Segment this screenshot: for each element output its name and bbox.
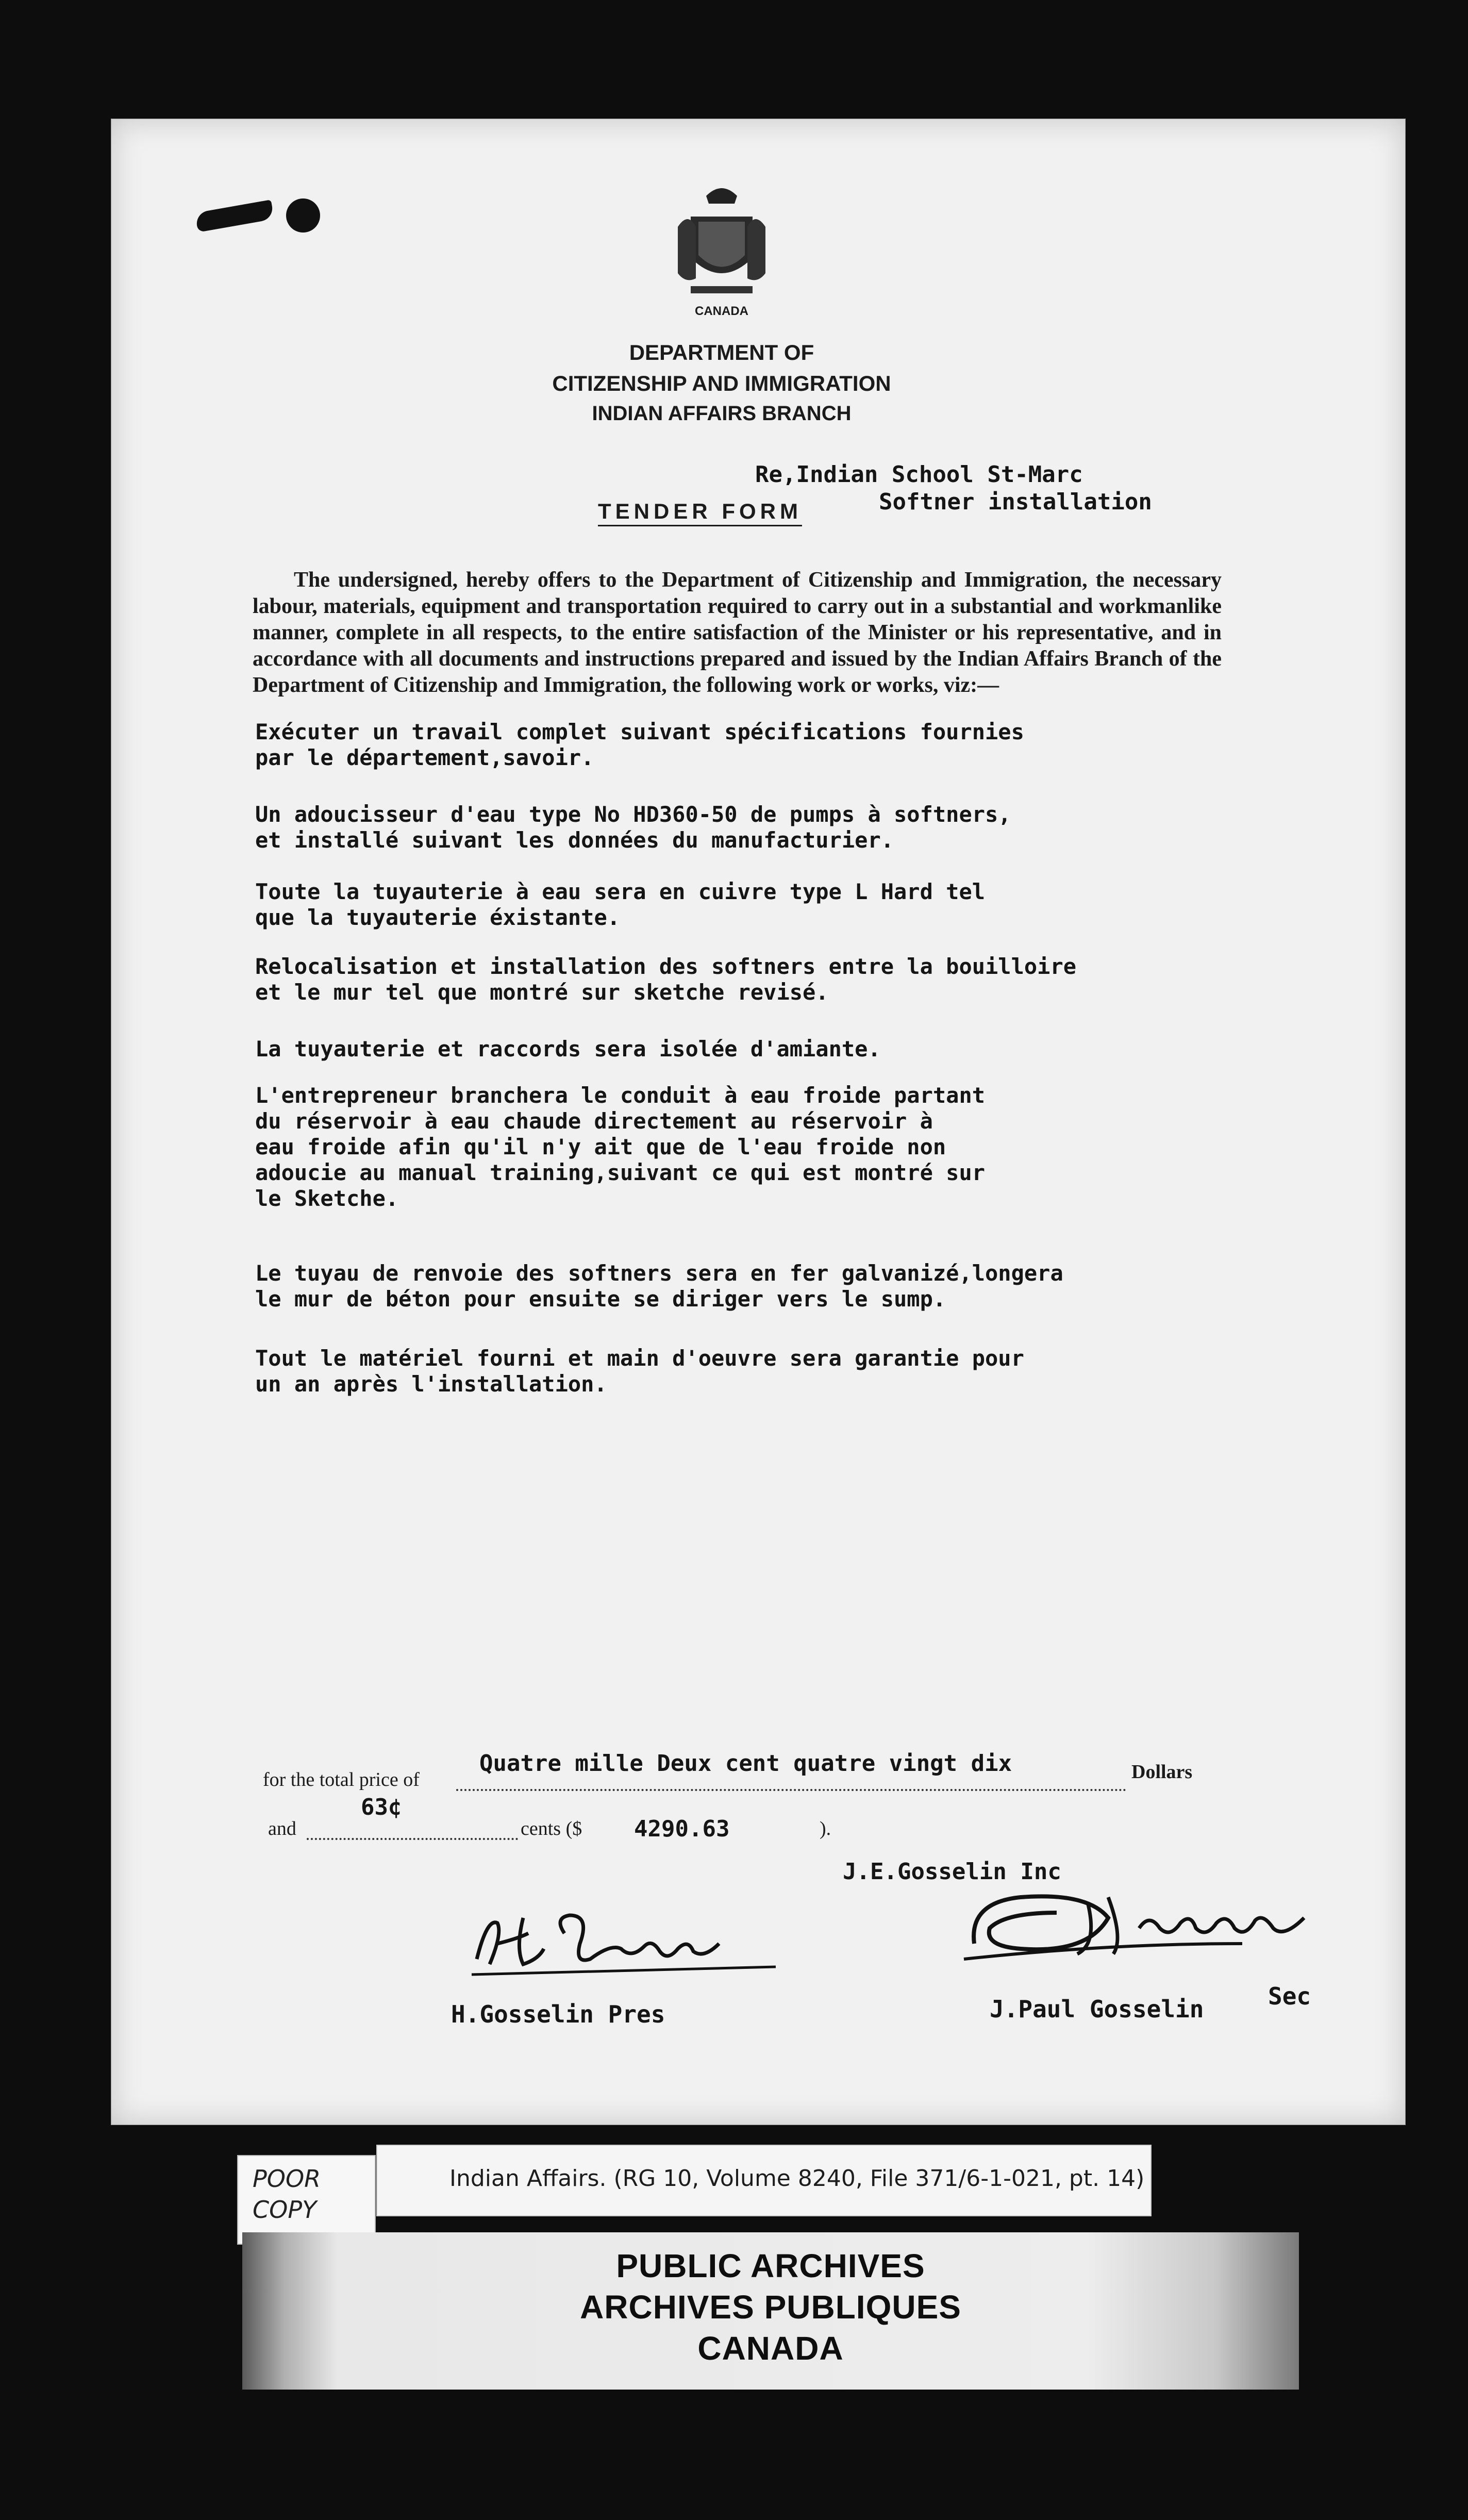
archive-reference-text: Indian Affairs. (RG 10, Volume 8240, File 371/6-1-021, pt. 14): [449, 2165, 1145, 2192]
work-paragraph-2-line-2: et installé suivant les données du manufacturier.: [255, 827, 894, 853]
signer-right-title: Sec: [1268, 1982, 1311, 2010]
work-paragraph-7-line-2: le mur de béton pour ensuite se diriger vers le sump.: [255, 1286, 946, 1312]
work-paragraph-6-line-5: le Sketche.: [255, 1186, 399, 1211]
signer-right-name: J.Paul Gosselin: [990, 1995, 1204, 2023]
archives-line-2: ARCHIVES PUBLIQUES: [580, 2289, 961, 2326]
re-line-school: Re,Indian School St-Marc: [755, 461, 1083, 488]
work-paragraph-6-line-2: du réservoir à eau chaude directement au réservoir à: [255, 1108, 933, 1134]
ink-dot: [286, 198, 320, 233]
dollars-label: Dollars: [1131, 1761, 1193, 1783]
signer-left-name: H.Gosselin Pres: [451, 2000, 665, 2028]
work-paragraph-6-line-3: eau froide afin qu'il n'y ait que de l'eau froide non: [255, 1134, 946, 1159]
crest-caption: CANADA: [695, 304, 748, 318]
close-paren: ).: [820, 1818, 831, 1839]
work-paragraph-2-line-1: Un adoucisseur d'eau type No HD360-50 de pumps à softners,: [255, 802, 1011, 827]
work-paragraph-4-line-2: et le mur tel que montré sur sketche revisé.: [255, 980, 829, 1005]
price-label: for the total price of: [263, 1769, 420, 1790]
department-line-2: CITIZENSHIP AND IMMIGRATION: [552, 371, 891, 395]
cents-value: 63¢: [361, 1794, 402, 1820]
archive-reference-label: [376, 2145, 1152, 2216]
poor-copy-label: [237, 2155, 376, 2245]
work-paragraph-5-line-1: La tuyauterie et raccords sera isolée d'amiante.: [255, 1036, 881, 1062]
cents-dotted-line: [307, 1838, 518, 1840]
department-line-3: INDIAN AFFAIRS BRANCH: [592, 402, 852, 425]
signature-right: [954, 1882, 1325, 1969]
re-line-subject: Softner installation: [879, 489, 1152, 515]
work-paragraph-6-line-1: L'entrepreneur branchera le conduit à eau froide partant: [255, 1083, 986, 1108]
amount-value: 4290.63: [634, 1816, 730, 1842]
company-name: J.E.Gosselin Inc: [843, 1859, 1061, 1885]
and-label: and: [268, 1818, 296, 1839]
department-line-1: DEPARTMENT OF: [629, 340, 814, 364]
work-paragraph-7-line-1: Le tuyau de renvoie des softners sera en fer galvanizé,longera: [255, 1261, 1063, 1286]
poor-copy-line-1: POOR: [253, 2165, 321, 2193]
work-paragraph-3-line-2: que la tuyauterie éxistante.: [255, 905, 621, 930]
cents-label: cents ($: [521, 1818, 582, 1839]
work-paragraph-8-line-1: Tout le matériel fourni et main d'oeuvre sera garantie pour: [255, 1346, 1024, 1371]
archives-line-1: PUBLIC ARCHIVES: [616, 2247, 925, 2284]
intro-paragraph: The undersigned, hereby offers to the Department of Citizenship and Immigration, the necessary labour, materials, equipment and transportation required to carry out in a substantial and workmanlike manner, complete in all respects, to the entire satisfaction of the Minister or his representative, and in accordance with all documents and instructions prepared and issued by the Indian Affairs Branch of the Department of Citizenship and Immigration, the following work or works, viz:—: [253, 568, 1222, 697]
work-paragraph-8-line-2: un an après l'installation.: [255, 1371, 607, 1397]
work-paragraph-1-line-1: Exécuter un travail complet suivant spécifications fournies: [255, 719, 1024, 744]
work-paragraph-4-line-1: Relocalisation et installation des softners entre la bouilloire: [255, 954, 1077, 979]
poor-copy-line-2: COPY: [253, 2196, 317, 2224]
price-dotted-line: [456, 1789, 1126, 1791]
signature-left: [466, 1902, 786, 1985]
coat-of-arms-icon: [670, 180, 773, 314]
form-title: TENDER FORM: [598, 499, 802, 526]
archives-line-3: CANADA: [697, 2330, 844, 2367]
work-paragraph-1-line-2: par le département,savoir.: [255, 745, 594, 770]
public-archives-stamp: [242, 2232, 1299, 2390]
work-paragraph-3-line-1: Toute la tuyauterie à eau sera en cuivre type L Hard tel: [255, 879, 986, 904]
price-words: Quatre mille Deux cent quatre vingt dix: [479, 1750, 1012, 1777]
work-paragraph-6-line-4: adoucie au manual training,suivant ce qui est montré sur: [255, 1160, 986, 1185]
